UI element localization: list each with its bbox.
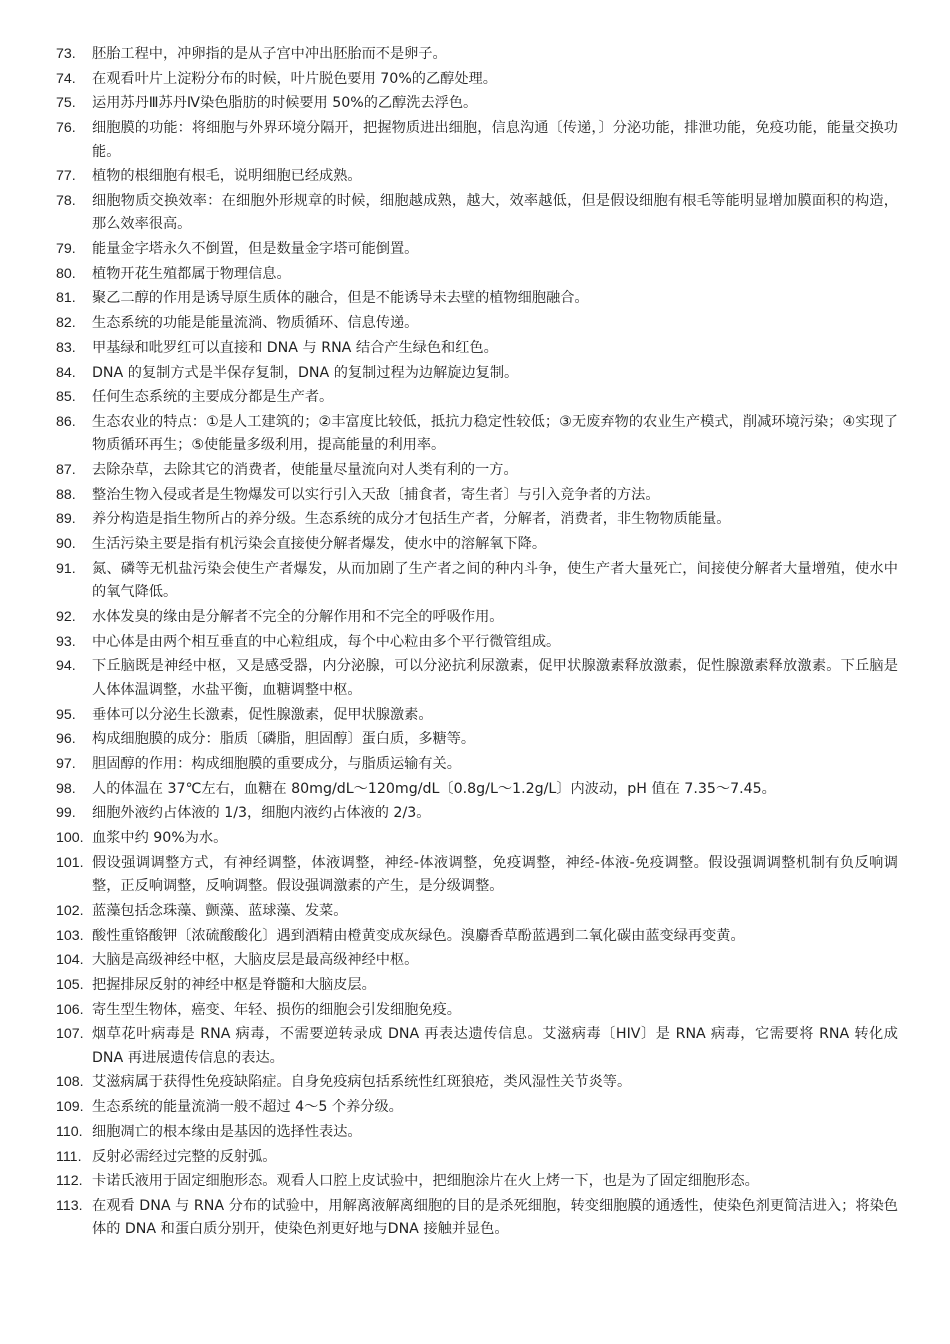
item-text: 任何生态系统的主要成分都是生产者。 [92,389,334,406]
item-text: 生态系统的能量流淌一般不超过 4～5 个养分级。 [92,1099,403,1116]
item-number: 106. [56,1001,84,1018]
list-item [56,1071,898,1094]
item-number: 74. [56,70,76,87]
list-item [56,165,898,188]
item-number: 80. [56,265,76,282]
item-number: 78. [56,192,76,209]
list-item [56,558,898,605]
item-number: 110. [56,1123,83,1140]
list-item [56,386,898,409]
item-number: 84. [56,364,76,381]
item-text: 植物的根细胞有根毛，说明细胞已经成熟。 [92,168,362,185]
item-text: 假设强调调整方式，有神经调整，体液调整，神经-体液调整，免疫调整，神经-体液-免疫调整。假设强调调整机制有负反响调整，正反响调整，反响调整。假设强调激素的产生，是分级调整。 [92,854,898,895]
item-text: 运用苏丹Ⅲ苏丹Ⅳ染色脂肪的时候要用 50%的乙醇洗去浮色。 [92,95,478,112]
item-number: 109. [56,1099,84,1116]
item-number: 105. [56,976,84,993]
list-item [56,925,898,948]
item-text: 在观看 DNA 与 RNA 分布的试验中，用解离液解离细胞的目的是杀死细胞，转变细胞膜的通透性，使染色剂更简洁进入；将染色体的 DNA 和蛋白质分别开，使染色剂更好地与DNA 接触并显色。 [92,1197,898,1238]
item-text: 甲基绿和吡罗红可以直接和 DNA 与 RNA 结合产生绿色和红色。 [92,339,498,356]
list-item [56,533,898,556]
list-item [56,190,898,237]
item-text: 把握排尿反射的神经中枢是脊髓和大脑皮层。 [92,976,376,993]
item-text: 构成细胞膜的成分：脂质〔磷脂，胆固醇〕蛋白质，多糖等。 [92,731,476,748]
item-number: 79. [56,241,76,258]
list-item [56,484,898,507]
list-item [56,778,898,801]
item-text: 聚乙二醇的作用是诱导原生质体的融合，但是不能诱导未去壁的植物细胞融合。 [92,290,589,307]
list-item [56,263,898,286]
item-text: 卡诺氏液用于固定细胞形态。观看人口腔上皮试验中，把细胞涂片在火上烤一下，也是为了固定细胞形态。 [92,1173,759,1190]
list-item [56,999,898,1022]
item-number: 104. [56,952,84,969]
item-number: 76. [56,120,76,137]
item-number: 111. [56,1148,82,1165]
item-number: 113. [56,1197,83,1214]
list-item [56,704,898,727]
item-text: 生态系统的功能是能量流淌、物质循环、信息传递。 [92,315,419,332]
item-text: 细胞外液约占体液的 1/3，细胞内液约占体液的 2/3。 [92,805,431,822]
list-item [56,1146,898,1169]
item-number: 93. [56,633,76,650]
item-text: 胆固醇的作用：构成细胞膜的重要成分，与脂质运输有关。 [92,755,461,772]
list-item [56,312,898,335]
item-number: 97. [56,755,76,772]
list-item [56,459,898,482]
item-text: 人的体温在 37℃左右，血糖在 80mg/dL～120mg/dL〔0.8g/L～1.2g/L〕内波动，pH 值在 7.35～7.45。 [92,780,776,797]
list-item [56,1096,898,1119]
item-text: 细胞物质交换效率：在细胞外形规章的时候，细胞越成熟，越大，效率越低，但是假设细胞有根毛等能明显增加膜面积的构造，那么效率很高。 [92,192,898,233]
list-item [56,92,898,115]
item-number: 107. [56,1026,84,1043]
item-number: 99. [56,805,76,822]
item-text: 整治生物入侵或者是生物爆发可以实行引入天敌〔捕食者，寄生者〕与引入竞争者的方法。 [92,486,660,503]
item-text: 植物开花生殖都属于物理信息。 [92,265,291,282]
item-text: 生态农业的特点：①是人工建筑的；②丰富度比较低，抵抗力稳定性较低；③无废弃物的农业生产模式，削减环境污染；④实现了物质循环再生；⑤使能量多级利用，提高能量的利用率。 [92,413,898,454]
item-number: 102. [56,902,84,919]
item-number: 89. [56,511,76,528]
item-text: 在观看叶片上淀粉分布的时候，叶片脱色要用 70%的乙醇处理。 [92,70,497,87]
item-text: 下丘脑既是神经中枢，又是感受器，内分泌腺，可以分泌抗利尿激素，促甲状腺激素释放激素，促性腺激素释放激素。下丘脑是人体体温调整，水盐平衡，血糖调整中枢。 [92,658,898,698]
item-number: 86. [56,413,76,430]
item-text: 中心体是由两个相互垂直的中心粒组成，每个中心粒由多个平行微管组成。 [92,633,561,650]
item-number: 83. [56,339,76,356]
list-item [56,287,898,310]
item-text: 酸性重铬酸钾〔浓硫酸酸化〕遇到酒精由橙黄变成灰绿色。溴麝香草酚蓝遇到二氧化碳由蓝变绿再变黄。 [92,927,745,944]
list-item [56,974,898,997]
item-text: 细胞膜的功能：将细胞与外界环境分隔开，把握物质进出细胞，信息沟通〔传递，〕分泌功能，排泄功能，免疫功能，能量交换功能。 [92,120,898,160]
item-text: 血浆中约 90%为水。 [92,830,228,847]
list-item [56,117,898,164]
item-number: 112. [56,1173,83,1190]
list-item [56,753,898,776]
item-text: 反射必需经过完整的反射弧。 [92,1148,277,1165]
item-number: 100. [56,830,84,847]
list-item [56,508,898,531]
item-number: 82. [56,315,76,332]
list-item [56,606,898,629]
item-number: 81. [56,290,76,307]
list-item [56,631,898,654]
item-text: 大脑是高级神经中枢，大脑皮层是最高级神经中枢。 [92,952,419,969]
item-number: 103. [56,927,84,944]
list-item [56,655,898,702]
list-item [56,411,898,458]
item-text: 寄生型生物体，癌变、年轻、损伤的细胞会引发细胞免疫。 [92,1001,461,1018]
item-number: 96. [56,731,76,748]
list-item [56,337,898,360]
item-number: 77. [56,168,76,185]
item-text: DNA 的复制方式是半保存复制，DNA 的复制过程为边解旋边复制。 [92,364,519,381]
item-number: 85. [56,389,76,406]
item-number: 88. [56,486,76,503]
item-number: 95. [56,706,76,723]
item-text: 养分构造是指生物所占的养分级。生态系统的成分才包括生产者，分解者，消费者，非生物物质能量。 [92,511,731,528]
list-item [56,238,898,261]
item-text: 垂体可以分泌生长激素，促性腺激素，促甲状腺激素。 [92,706,433,723]
list-item [56,728,898,751]
list-item [56,1195,898,1242]
list-item [56,68,898,91]
item-text: 氮、磷等无机盐污染会使生产者爆发，从而加剧了生产者之间的种内斗争，使生产者大量死亡，间接使分解者大量增殖，使水中的氧气降低。 [92,560,898,601]
item-number: 91. [56,560,76,577]
item-number: 87. [56,462,76,479]
item-text: 蓝藻包括念珠藻、颤藻、蓝球藻、发菜。 [92,902,348,919]
list-item [56,1121,898,1144]
item-text: 烟草花叶病毒是 RNA 病毒，不需要逆转录成 DNA 再表达遗传信息。艾滋病毒〔HIV〕是 RNA 病毒，它需要将 RNA 转化成 DNA 再进展遗传信息的表达。 [92,1026,898,1066]
item-number: 92. [56,608,76,625]
item-text: 胚胎工程中，冲卵指的是从子宫中冲出胚胎而不是卵子。 [92,46,447,62]
item-text: 细胞凋亡的根本缘由是基因的选择性表达。 [92,1123,362,1140]
list-item [56,900,898,923]
list-item [56,362,898,385]
item-number: 90. [56,536,76,553]
item-text: 生活污染主要是指有机污染会直接使分解者爆发，使水中的溶解氧下降。 [92,536,547,553]
list-item [56,827,898,850]
numbered-list [56,43,898,1243]
list-item [56,43,898,66]
item-text: 艾滋病属于获得性免疫缺陷症。自身免疫病包括系统性红斑狼疮，类风湿性关节炎等。 [92,1074,632,1091]
item-number: 73. [56,46,76,62]
list-item [56,802,898,825]
list-item [56,1170,898,1193]
item-number: 108. [56,1074,84,1091]
item-text: 去除杂草，去除其它的消费者，使能量尽量流向对人类有利的一方。 [92,462,518,479]
item-number: 98. [56,780,76,797]
list-item [56,1023,898,1070]
item-text: 水体发臭的缘由是分解者不完全的分解作用和不完全的呼吸作用。 [92,608,504,625]
item-number: 101. [56,854,84,871]
item-number: 94. [56,658,76,675]
list-item [56,852,898,899]
item-number: 75. [56,95,76,112]
list-item [56,949,898,972]
item-text: 能量金字塔永久不倒置，但是数量金字塔可能倒置。 [92,241,419,258]
